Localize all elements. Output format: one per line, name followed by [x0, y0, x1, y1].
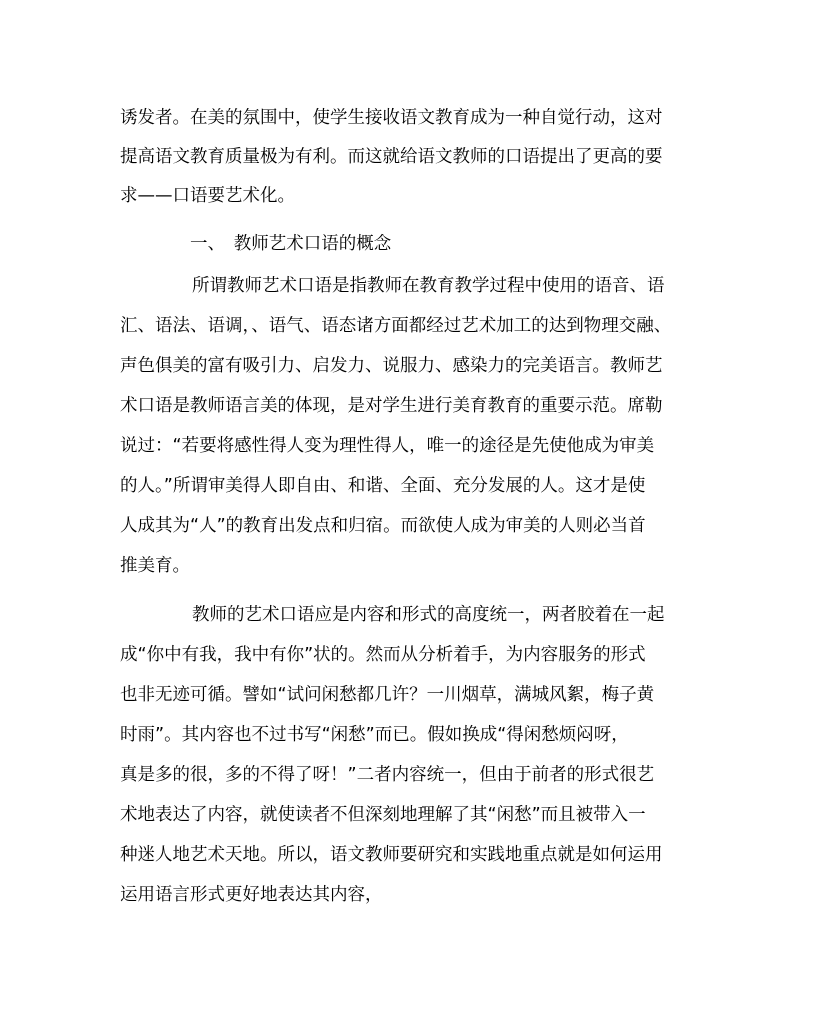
text-line: 时雨”。其内容也不过书写“闲愁”而已。假如换成“得闲愁烦闷呀，: [120, 725, 629, 745]
text-line: 术口语是教师语言美的体现，是对学生进行美育教育的重要示范。席勒: [120, 396, 663, 416]
text-line: 种迷人地艺术天地。所以，语文教师要研究和实践地重点就是如何运用: [120, 845, 663, 865]
text-line: 运用语言形式更好地表达其内容，: [120, 885, 383, 905]
text-line: 也非无迹可循。譬如“试问闲愁都几许？一川烟草，满城风絮，梅子黄: [120, 685, 655, 705]
text-line: 求——口语要艺术化。: [120, 186, 295, 206]
text-line: 所谓教师艺术口语是指教师在教育教学过程中使用的语音、语: [192, 276, 665, 296]
text-line: 的人。”所谓审美得人即自由、和谐、全面、充分发展的人。这才是使: [120, 476, 646, 496]
text-line: 人成其为“人”的教育出发点和归宿。而欲使人成为审美的人则必当首: [120, 516, 646, 536]
text-line: 推美育。: [120, 556, 190, 576]
text-line: 真是多的很，多的不得了呀！”二者内容统一，但由于前者的形式很艺: [120, 765, 655, 785]
text-line: 教师的艺术口语应是内容和形式的高度统一，两者胶着在一起: [192, 605, 665, 625]
text-line: 说过：“若要将感性得人变为理性得人，唯一的途径是先使他成为审美: [120, 436, 655, 456]
text-line: 声色俱美的富有吸引力、启发力、说服力、感染力的完美语言。教师艺: [120, 356, 663, 376]
text-line: 提高语文教育质量极为有利。而这就给语文教师的口语提出了更高的要: [120, 147, 663, 167]
text-line: 成“你中有我，我中有你”状的。然而从分析着手，为内容服务的形式: [120, 645, 646, 665]
text-line: 诱发者。在美的氛围中，使学生接收语文教育成为一种自觉行动，这对: [120, 108, 663, 128]
text-line: 汇、语法、语调，、语气、语态诸方面都经过艺术加工的达到物理交融、: [120, 316, 672, 336]
text-line: 术地表达了内容，就使读者不但深刻地理解了其“闲愁”而且被带入一: [120, 805, 646, 825]
section-heading: 一、 教师艺术口语的概念: [190, 234, 392, 254]
